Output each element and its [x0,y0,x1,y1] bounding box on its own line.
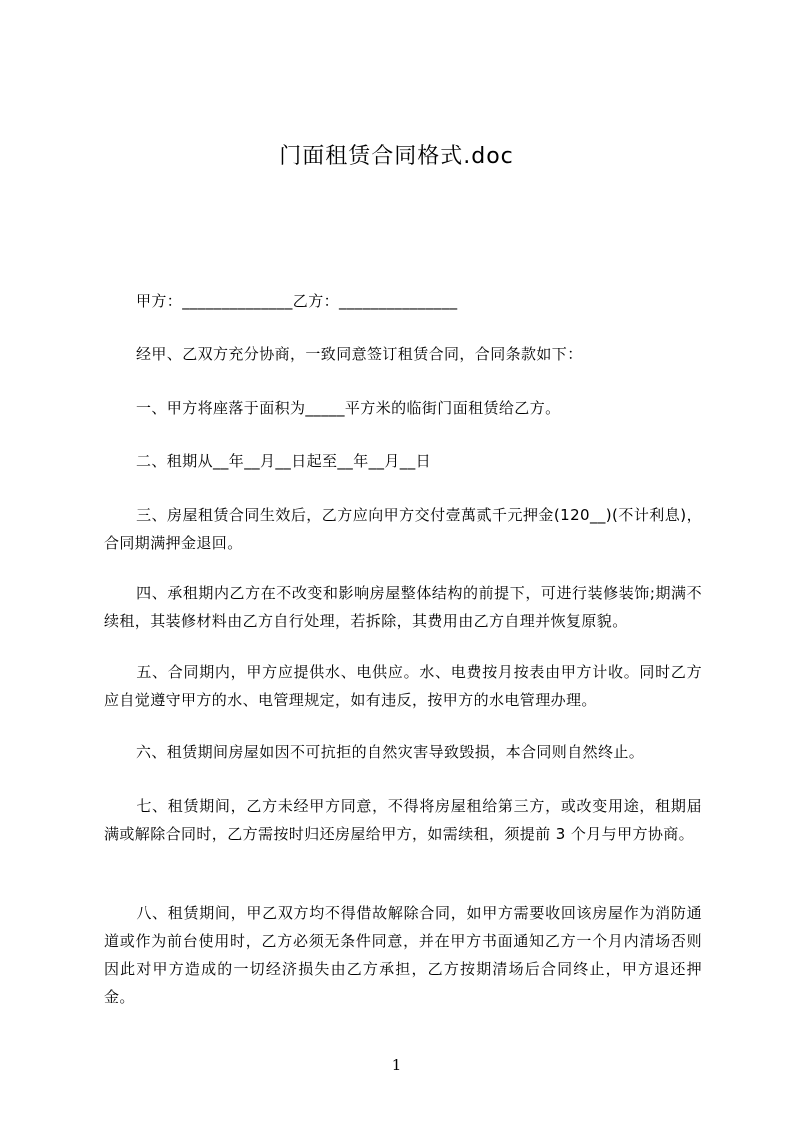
clause-5-text: 五、合同期内，甲方应提供水、电供应。水、电费按月按表由甲方计收。同时乙方应自觉遵守甲方的水、电管理规定，如有违反，按甲方的水电管理办理。 [104,663,702,709]
clause-6 [104,738,702,766]
clause-2-text: 二、租期从__年__月__日起至__年__月__日 [136,452,432,470]
document-title: 门面租赁合同格式.doc [279,144,514,169]
clause-8 [104,899,702,1011]
party-text: 甲方：______________乙方：_______________ [136,292,458,310]
clause-3-text: 三、房屋租赁合同生效后，乙方应向甲方交付壹萬贰千元押金(120__)(不计利息)，合同期满押金退回。 [104,506,702,552]
clause-2 [104,447,702,475]
clause-7 [104,792,702,848]
clause-1-text: 一、甲方将座落于面积为_____平方米的临街门面租赁给乙方。 [136,399,561,417]
party-line [104,287,702,315]
clause-5 [104,658,702,714]
clause-4-text: 四、承租期内乙方在不改变和影响房屋整体结构的前提下，可进行装修装饰;期满不续租，其装修材料由乙方自行处理，若拆除，其费用由乙方自理并恢复原貌。 [104,584,702,630]
clause-1 [104,394,702,422]
page-number: 1 [391,1056,402,1074]
clause-3 [104,501,702,557]
intro-paragraph [104,340,702,368]
clause-8-text: 八、租赁期间，甲乙双方均不得借故解除合同，如甲方需要收回该房屋作为消防通道或作为前台使用时，乙方必须无条件同意，并在甲方书面通知乙方一个月内清场否则因此对甲方造成的一切经济损失由乙方承担，乙方按期清场后合同终止，甲方退还押金。 [104,904,702,1006]
clause-4 [104,579,702,635]
clause-7-text: 七、租赁期间，乙方未经甲方同意，不得将房屋租给第三方，或改变用途，租期届满或解除合同时，乙方需按时归还房屋给甲方，如需续租，须提前 3 个月与甲方协商。 [104,797,702,843]
intro-text: 经甲、乙双方充分协商，一致同意签订租赁合同，合同条款如下： [136,345,583,363]
clause-6-text: 六、租赁期间房屋如因不可抗拒的自然灾害导致毁损，本合同则自然终止。 [136,743,645,761]
